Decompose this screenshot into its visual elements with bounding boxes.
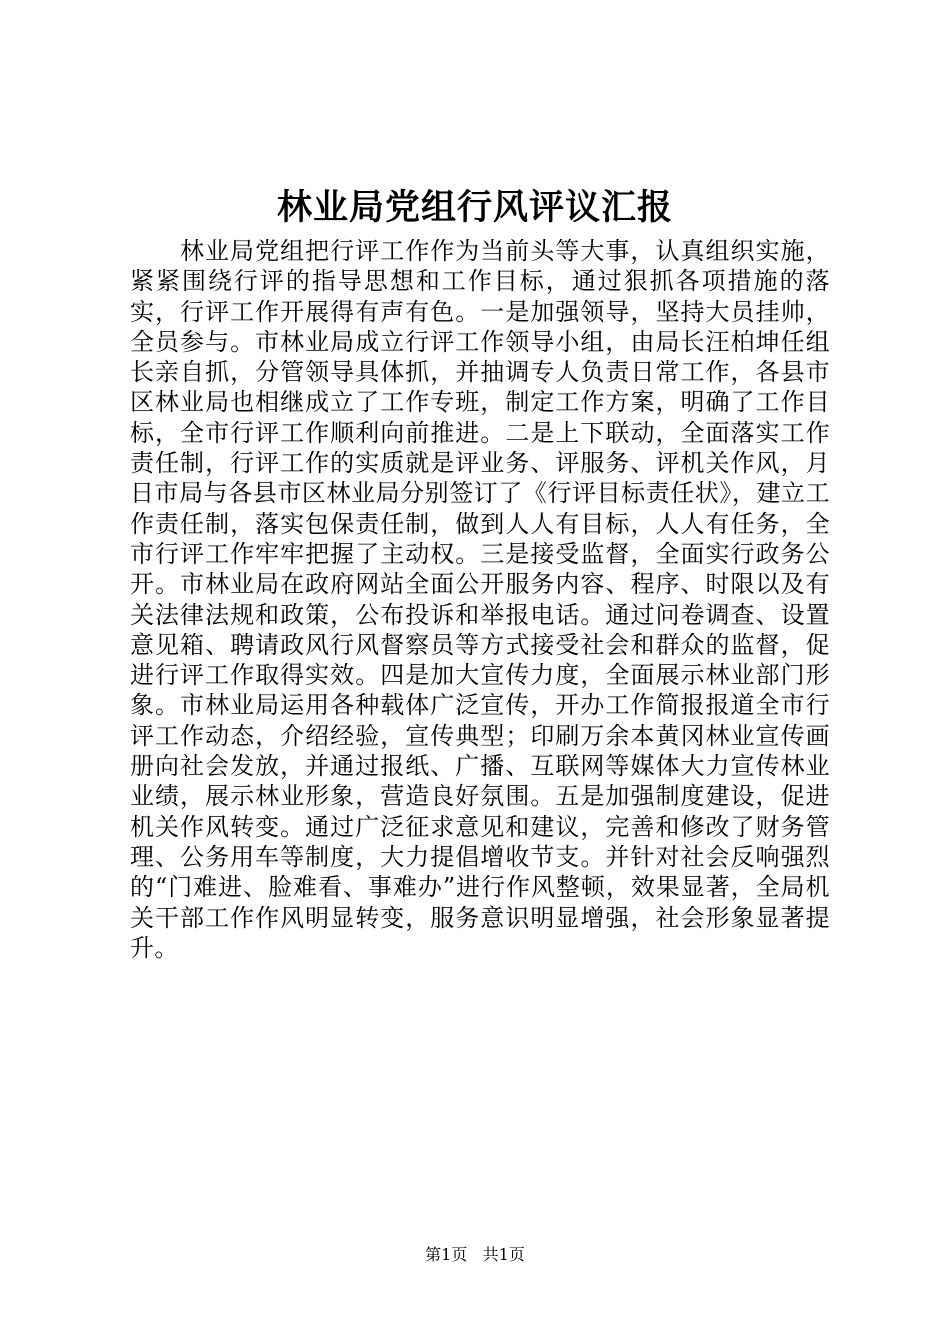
footer-spacer: [472, 1245, 477, 1264]
page-footer: [0, 1245, 950, 1265]
page-number-current: 第1页: [425, 1245, 468, 1264]
document-title: 林业局党组行风评议汇报: [276, 187, 673, 228]
document-body-paragraph: 林业局党组把行评工作作为当前头等大事，认真组织实施，紧紧围绕行评的指导思想和工作目标，通过狠抓各项措施的落实，行评工作开展得有声有色。一是加强领导，坚持大员挂帅，全员参与。市林业局成立行评工作领导小组，由局长汪柏坤任组长亲自抓，分管领导具体抓，并抽调专人负责日常工作，各县市区林业局也相继成立了工作专班，制定工作方案，明确了工作目标，全市行评工作顺利向前推进。二是上下联动，全面落实工作责任制，行评工作的实质就是评业务、评服务、评机关作风，月日市局与各县市区林业局分别签订了《行评目标责任状》，建立工作责任制，落实包保责任制，做到人人有目标，人人有任务，全市行评工作牢牢把握了主动权。三是接受监督，全面实行政务公开。市林业局在政府网站全面公开服务内容、程序、时限以及有关法律法规和政策，公布投诉和举报电话。通过问卷调查、设置意见箱、聘请政风行风督察员等方式接受社会和群众的监督，促进行评工作取得实效。四是加大宣传力度，全面展示林业部门形象。市林业局运用各种载体广泛宣传，开办工作简报报道全市行评工作动态，介绍经验，宣传典型；印刷万余本黄冈林业宣传画册向社会发放，并通过报纸、广播、互联网等媒体大力宣传林业业绩，展示林业形象，营造良好氛围。五是加强制度建设，促进机关作风转变。通过广泛征求意见和建议，完善和修改了财务管理、公务用车等制度，大力提倡增收节支。并针对社会反响强烈的“门难进、脸难看、事难办”进行作风整顿，效果显著，全局机关干部工作作风明显转变，服务意识明显增强，社会形象显著提升。: [130, 237, 830, 962]
page-number-total: 共1页: [482, 1245, 525, 1264]
